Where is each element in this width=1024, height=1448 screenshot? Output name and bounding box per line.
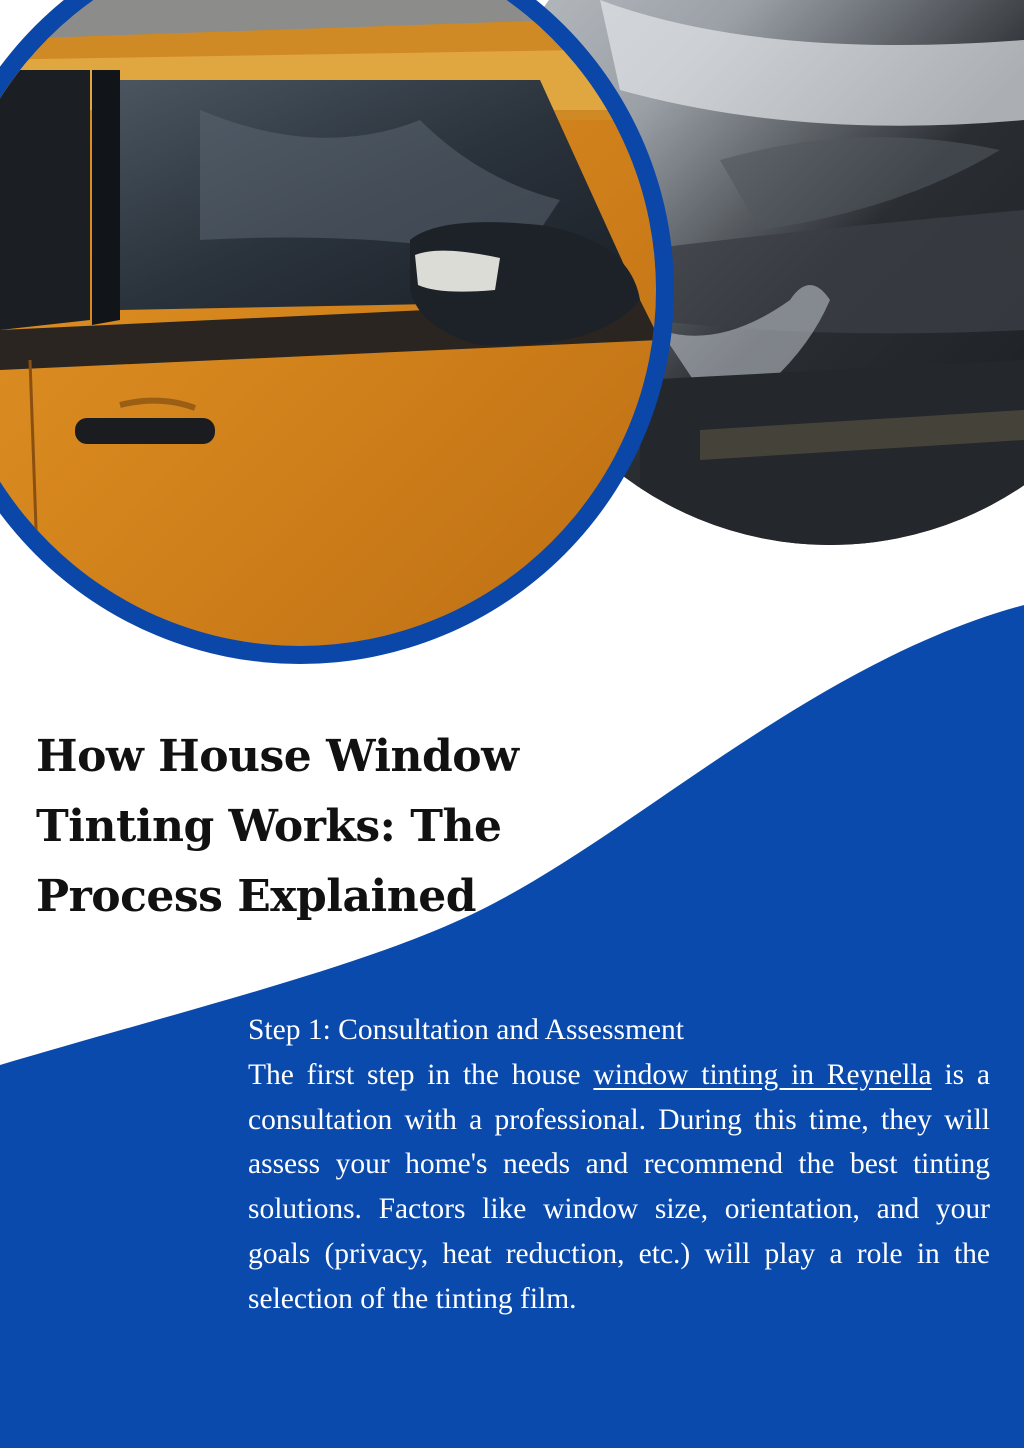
car-photo-collage: [0, 0, 1024, 700]
document-title: [36, 722, 596, 932]
paragraph-text-before-link: The first step in the house: [248, 1058, 594, 1091]
title-line-3: Process Explained: [36, 871, 476, 922]
step-content: [248, 1008, 990, 1322]
step-heading: Step 1: Consultation and Assessment: [248, 1014, 684, 1046]
paragraph-text-after-link: is a consultation with a professional. During this time, they will assess your home's needs and recommend the best tinting solutions. Factors like window size, orientation, and your goals (privacy, heat reduction, etc.) will play a role in the selection of the tinting film.: [248, 1058, 990, 1315]
title-line-2: Tinting Works: The: [36, 801, 502, 852]
step-paragraph: [248, 1053, 990, 1322]
title-line-1: How House Window: [36, 731, 519, 782]
window-tinting-reynella-link[interactable]: window tinting in Reynella: [593, 1058, 932, 1091]
